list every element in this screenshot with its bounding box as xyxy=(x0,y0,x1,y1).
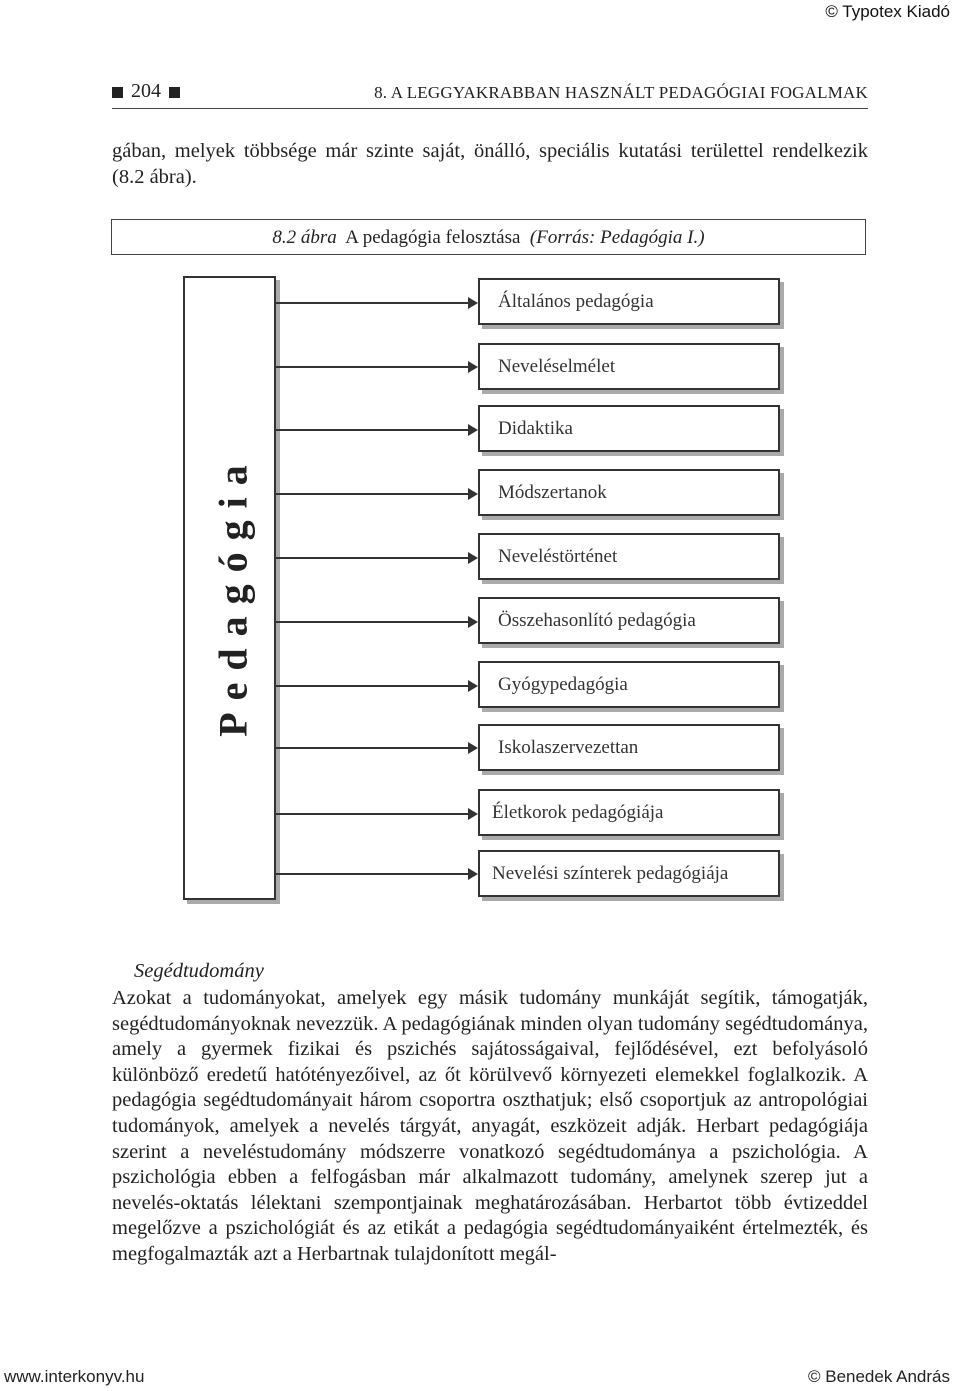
arrow-icon xyxy=(276,493,476,495)
branch-box: Neveléstörténet xyxy=(478,533,780,580)
branch-box: Iskolaszervezettan xyxy=(478,724,780,771)
arrow-icon xyxy=(276,366,476,368)
intro-paragraph: gában, melyek többsége már szinte saját, önálló, speciális kutatási területtel rendelkezik (8.2 ábra). xyxy=(112,140,868,188)
branch-box: Általános pedagógia xyxy=(478,278,780,325)
branch-box: Módszertanok xyxy=(478,469,780,516)
figure-source: (Forrás: Pedagógia I.) xyxy=(529,227,705,248)
arrow-icon xyxy=(276,685,476,687)
chapter-title: 8. A LEGGYAKRABBAN HASZNÁLT PEDAGÓGIAI FOGALMAK xyxy=(374,83,868,102)
arrow-icon xyxy=(276,302,476,304)
square-bullet-icon xyxy=(169,87,180,98)
arrow-icon xyxy=(276,873,476,875)
root-label: Pedagógia xyxy=(210,453,256,737)
section-heading: Segédtudomány xyxy=(134,960,264,982)
website-link[interactable]: www.interkonyv.hu xyxy=(4,1367,145,1386)
branch-box: Neveléselmélet xyxy=(478,343,780,390)
arrow-icon xyxy=(276,557,476,559)
arrow-icon xyxy=(276,621,476,623)
running-header xyxy=(112,80,868,109)
page-number-block xyxy=(112,80,180,103)
publisher-credit: © Typotex Kiadó xyxy=(825,2,950,21)
root-box xyxy=(183,276,276,900)
page-number: 204 xyxy=(131,80,161,102)
section-body: Azokat a tudományokat, amelyek egy másik tudomány munkáját segítik, támogatják, segédtudományoknak nevezzük. A pedagógiának minden olyan tudomány segédtudománya, amely a gyermek fizikai és pszichés sajátosságaival, fejlődésével, ezt befolyásoló különböző eredetű hatótényezőivel, az őt körülvevő környezeti elemekkel foglalkozik. A pedagógia segédtudományait három csoportra oszthatjuk; első csoportjuk az antropológiai tudományok, amelyek a nevelés tárgyát, anyagát, eszközeit adják. Herbart pedagógiája szerint a neveléstudomány módszerre vonatkozó segédtudománya a pszichológia. A pszichológia ebben a felfogásban már alkalmazott tudomány, amelynek szerep jut a nevelés-oktatás lélektani szempontjainak meghatározásában. Herbartot több évtizeddel megelőzve a pszichológiát és az etikát a pedagógia segédtudományaiként értelmezték, és megfogalmazták azt a Herbartnak tulajdonított megál- xyxy=(112,987,868,1265)
arrow-icon xyxy=(276,429,476,431)
arrow-icon xyxy=(276,813,476,815)
author-credit: © Benedek András xyxy=(807,1367,950,1386)
pedagogy-diagram xyxy=(180,270,790,910)
branch-box: Összehasonlító pedagógia xyxy=(478,597,780,644)
arrow-icon xyxy=(276,747,476,749)
branch-box: Gyógypedagógia xyxy=(478,661,780,708)
figure-title: A pedagógia felosztása xyxy=(345,227,521,248)
figure-number: 8.2 ábra xyxy=(272,227,337,248)
square-bullet-icon xyxy=(112,87,123,98)
branch-box: Nevelési színterek pedagógiája xyxy=(478,850,780,897)
figure-caption xyxy=(111,219,866,255)
branch-box: Didaktika xyxy=(478,405,780,452)
branch-box: Életkorok pedagógiája xyxy=(478,789,780,836)
